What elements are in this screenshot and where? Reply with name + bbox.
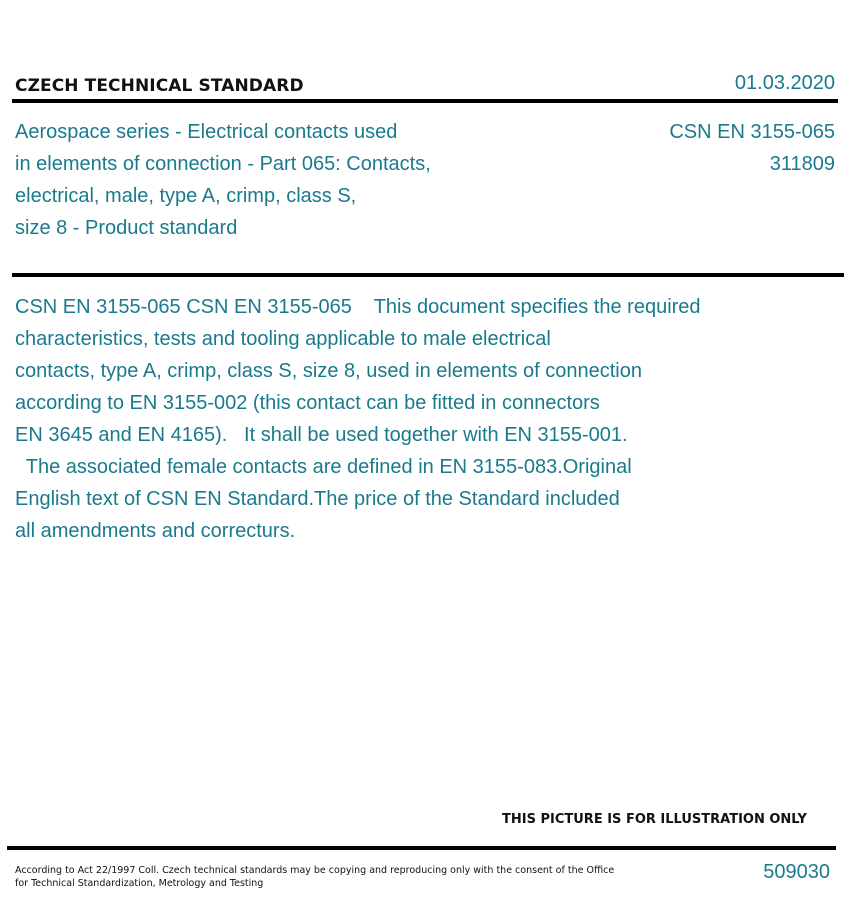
standard-title-line: electrical, male, type A, crimp, class S, [15, 185, 357, 207]
document-heading: CZECH TECHNICAL STANDARD [15, 76, 304, 96]
title-divider [12, 273, 844, 277]
legal-line: According to Act 22/1997 Coll. Czech technical standards may be copying and reproducing only with the consent of the Office [15, 865, 615, 876]
standard-title-line: size 8 - Product standard [15, 217, 238, 239]
footer-divider [7, 846, 836, 850]
description-line: contacts, type A, crimp, class S, size 8, used in elements of connection [15, 360, 642, 382]
description-line: English text of CSN EN Standard.The price of the Standard included [15, 488, 620, 510]
illustration-note: THIS PICTURE IS FOR ILLUSTRATION ONLY [502, 812, 807, 827]
standard-code: CSN EN 3155-065 [669, 121, 835, 143]
standard-title-line: Aerospace series - Electrical contacts used [15, 121, 398, 143]
legal-notice [15, 864, 614, 890]
header-divider [12, 99, 838, 103]
description-line: EN 3645 and EN 4165). It shall be used together with EN 3155-001. [15, 424, 628, 446]
publication-date: 01.03.2020 [734, 72, 835, 94]
standard-title-line: in elements of connection - Part 065: Contacts, [15, 153, 431, 175]
description-line: according to EN 3155-002 (this contact can be fitted in connectors [15, 392, 600, 414]
description-line: all amendments and correcturs. [15, 520, 296, 542]
description-line: CSN EN 3155-065 CSN EN 3155-065 This document specifies the required [15, 296, 701, 318]
legal-line: for Technical Standardization, Metrology and Testing [15, 878, 264, 889]
class-number: 311809 [769, 153, 835, 175]
catalog-number: 509030 [763, 861, 830, 883]
standard-codes [669, 116, 835, 180]
standard-description [15, 291, 795, 547]
description-line: The associated female contacts are defined in EN 3155-083.Original [15, 456, 632, 478]
description-line: characteristics, tests and tooling applicable to male electrical [15, 328, 551, 350]
standard-title [15, 116, 535, 244]
